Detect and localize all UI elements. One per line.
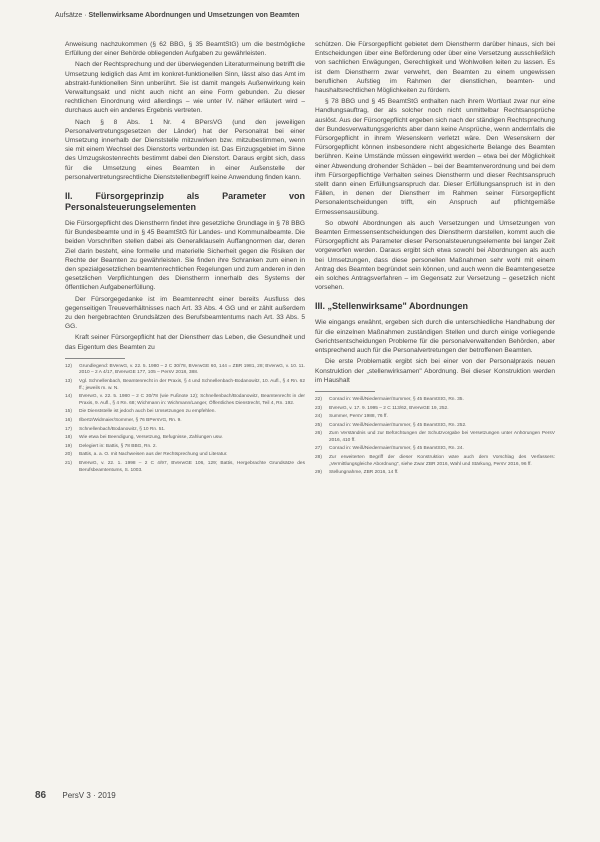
footnote-text: Conrad in: Weiß/Niedermaier/Summer, § 45 BeamtStG, Rn. 252. <box>329 422 467 428</box>
footnote-number: 14) <box>65 394 72 400</box>
footnote-text: BVerwG, v. 17. 9. 1995 – 2 C 113/62, BVerwGE 19, 252. <box>329 405 449 411</box>
paragraph: Die Fürsorgepflicht des Dienstherrn findet ihre gesetzliche Grundlage in § 78 BBG für Bundesbeamte und in § 45 BeamtStG für Landes- und Kommunalbeamte. Die beiden Vorschriften stellen dabei als Generalklauseln Auffangnormen dar, deren Ziel darin besteht, eine formelle und materielle Sicherheit gegen die Risiken der Rechte der Beamten zu gewährleisten. Sie finden ihre Schranken zum einen in den spezialgesetzlichen beamtenrechtlichen Regelungen und zum anderen in den gesetzlichen Verpflichtungen des Dienstherrn innerhalb des Systems der öffentlichen Aufgabenerfüllung. <box>65 220 305 292</box>
paragraph: Die erste Problematik ergibt sich bei einer von der Personalpraxis neuen Konstruktion der „stellenwirksamen" Abordnung. Bei dieser Konstruktion werden im Haushalt <box>315 358 555 384</box>
footnote <box>65 409 305 416</box>
footnote <box>65 364 305 377</box>
paragraph: schützen. Die Fürsorgepflicht gebietet dem Dienstherrn darüber hinaus, sich bei Entscheidungen über eine Beförderung oder über eine Versetzung ausschließlich von sachlichen Erwägungen, Gerechtigkeit und Wohlwollen leiten zu lassen. Es ist dem Dienstherrn zwar verwehrt, den Beamten zu einem ungewissen beruflichen Aufstieg im Rahmen der dienstlichen, beamten- und haushaltsrechtlichen Möglichkeiten zu fördern. <box>315 41 555 95</box>
footnote-text: Stellungnahme, ZBR 2016, 14 ff. <box>329 470 399 476</box>
footnote-text: Vgl. Schnellenbach, Beamtenrecht in der Praxis, § 4 und Schnellenbach-Bodanowitz, 10. Aufl., § 4 Rn. 62 ff.; jeweils m. w. N. <box>79 379 305 391</box>
footnote <box>65 435 305 442</box>
footnote <box>315 423 555 430</box>
paragraph: Nach § 8 Abs. 1 Nr. 4 BPersVG (und den jeweiligen Personalvertretungsgesetzen der Länder) hat der Personalrat bei einer Umsetzung innerhalb der Dienststelle mitzuwirken bzw. mitzubestimmen, wenn sie mit einem Wechsel des Dienstorts verbunden ist. Das Einzugsgebiet im Sinne des Umzugskostenrechts bestimmt dabei den Dienstort. Daraus ergibt sich, dass für die Umsetzung eines Beamten in einer Außenstelle der personalvertretungsrechtliche Dienststellenbegriff keine Anwendung finden kann. <box>65 118 305 181</box>
footnote-text: Ilbertz/Widmaier/Sommer, § 76 BPersVG, Rn. 9. <box>79 418 182 424</box>
footnote <box>65 452 305 459</box>
header-separator: · <box>84 12 87 19</box>
paragraph: Nach der Rechtsprechung und der überwiegenden Literaturmeinung betrifft die Umsetzung lediglich das Amt im konkret-funktionellen Sinn, lässt also das Amt im abstrakt-funktionellen Sinn unberührt. Sie ist damit mangels Außenwirkung kein Verwaltungsakt und nicht auch nicht an eine Form gebunden. Zu dieser rechtlichen Einordnung wird allerdings – wie unter IV. näher erläutert wird – durchaus auch ein anderes Ergebnis vertreten. <box>65 61 305 115</box>
footnote-number: 16) <box>65 418 72 424</box>
footnote <box>65 418 305 425</box>
footnote-number: 25) <box>315 422 322 428</box>
footnote <box>65 461 305 474</box>
footnote <box>65 394 305 407</box>
footnote <box>315 455 555 468</box>
section-heading-ii: II. Fürsorgeprinzip als Parameter von Personalsteuerungselementen <box>65 191 305 213</box>
running-header <box>55 12 299 19</box>
right-column <box>315 40 555 479</box>
footnote-number: 12) <box>65 363 72 369</box>
footnote-text: Conrad in: Weiß/Niedermaier/Summer, § 45 BeamtStG, Rn. 35. <box>329 396 464 402</box>
paragraph: Wie eingangs erwähnt, ergeben sich durch die unterschiedliche Handhabung der für die einzelnen Maßnahmen zuständigen Stellen und durch einige vorliegende Gerichtsentscheidungen Probleme für die personalverwaltenden Behörden, aber entsprechend auch für die Personalvertretungen der betroffenen Beamten. <box>315 319 555 355</box>
footnote-number: 26) <box>315 431 322 437</box>
left-footnotes <box>65 364 305 474</box>
footnote-divider <box>315 391 375 392</box>
footnote <box>65 379 305 392</box>
section-heading-iii: III. „Stellenwirksame" Abordnungen <box>315 301 468 312</box>
footnote <box>315 414 555 421</box>
footnote-number: 28) <box>315 455 322 461</box>
footnote <box>315 446 555 453</box>
right-body-bottom <box>315 318 555 384</box>
header-section: Aufsätze <box>55 12 83 19</box>
footnote <box>315 470 555 477</box>
footnote-text: Zum Verständnis und zur Befürchtungen der Schutzvorgabe bei Versetzungen unter Anhörungen PersV 2016, 410 ff. <box>329 431 555 443</box>
footnote-number: 21) <box>65 461 72 467</box>
footnote <box>65 444 305 451</box>
footnote-text: Schnellenbach/Bodanowitz, § 10 Rn. 51. <box>79 426 166 432</box>
left-column <box>65 40 305 476</box>
right-body-top <box>315 40 555 292</box>
paragraph: Anweisung nachzukommen (§ 62 BBG, § 35 BeamtStG) um die bestmögliche Erfüllung der einer Behörde obliegenden Aufgaben zu gewährleisten. <box>65 41 305 58</box>
footnote <box>315 397 555 404</box>
footnote <box>65 427 305 434</box>
footnote-text: Summer, PersV 1988, 76 ff. <box>329 414 388 420</box>
footnote-number: 13) <box>65 379 72 385</box>
left-body-bottom <box>65 219 305 352</box>
page-footer <box>35 790 116 801</box>
footnote-number: 23) <box>315 405 322 411</box>
footnote <box>315 406 555 413</box>
footnote-divider <box>65 358 125 359</box>
page-number: 86 <box>35 790 47 801</box>
footnote-text: Delegiert in: Battis, § 78 BBG, Rn. 2. <box>79 443 157 449</box>
footnote-number: 24) <box>315 414 322 420</box>
footnote-text: Die Dienststelle ist jedoch auch bei Umsetzungen zu empfehlen. <box>79 409 216 415</box>
footnote-text: BVerwG, v. 22. 1. 1998 – 2 C 4/97, BVerwGE 106, 129; Battis, Hergebrachte Grundsätze des Berufsbeamtentums, S. 1003. <box>79 461 305 473</box>
footnote-number: 29) <box>315 470 322 476</box>
footnote-text: Wie etwa bei Beendigung, Versetzung, Befugnisse, Zahlungen usw. <box>79 435 223 441</box>
journal-issue: PersV 3 · 2019 <box>62 791 116 800</box>
paragraph: So obwohl Abordnungen als auch Versetzungen und Umsetzungen von Beamten Ermessensentscheidungen des Dienstherrn darstellen, kommt auch die Fürsorgepflicht als Parameter dieser Personalsteuerungselemente bei langer Zeit vorgeworfen werden. Daraus ergibt sich etwa sowohl bei Abordnungen als auch bei Umsetzungen, dass diese personellen Maßnahmen sehr wohl mit einem Antrag des Beamten begründet sein können, und auch wenn die Beamtengesetze ein solches Antragsverfahren – im Gegensatz zur Versetzung – gesetzlich nicht vorsehen. <box>315 219 555 292</box>
footnote-text: Conrad in: Weiß/Niedermaier/Summer, § 45 BeamtStG, Rn. 24. <box>329 446 464 452</box>
header-title: Stellenwirksame Abordnungen und Umsetzungen von Beamten <box>88 12 300 19</box>
footnote-number: 27) <box>315 446 322 452</box>
footnote-number: 17) <box>65 426 72 432</box>
footnote-number: 22) <box>315 396 322 402</box>
paragraph: § 78 BBG und § 45 BeamtStG enthalten nach ihrem Wortlaut zwar nur eine Handlungsauftrag, der als solcher noch nicht unmittelbar Rechtsansprüche auslöst. Aus der Fürsorgepflicht ergeben sich nach der ständigen Rechtsprechung der Bundesverwaltungsgerichts aber dann keine Ansprüche, wenn andernfalls die Fürsorgepflicht in ihrem Wesenskern verletzt wäre. Den Wesenskern der Fürsorgepflicht können insbesondere nicht abgesicherte Belange des Beamten berühren. Keine Umstände müssen eingewirkt werden – etwa bei der Möglichkeit einer Abwendung drohender Schäden – bei der Beamtenverordnung und bei dem ihm Fürsorgepflichtige Verhalten seines Dienstherrn und dieser Rechtsanspruch stellt dann einen Erfüllungsanspruch dar. Dieser Erfüllungsanspruch ist in den Fällen, in denen der Dienstherr im Rahmen seiner Fürsorgepflicht Personalentscheidungen trifft, ein Anspruch auf pflichtgemäße Ermessensausübung. <box>315 98 555 216</box>
footnote-text: Battis, a. a. O. mit Nachweisen aus der Rechtsprechung und Literatur. <box>79 452 228 458</box>
footnote-text: BVerwG, v. 22. 5. 1980 – 2 C 30/78 (wie Fußnote 12); Schnellenbach/Bodanowitz, Beamtenrecht in der Praxis, 9. Aufl., § 4 Rn. 68; Wichmann in: Wichmann/Langer, Öffentliches Dienstrecht, Teil 4, Rn. 192. <box>79 394 305 406</box>
footnote-number: 18) <box>65 435 72 441</box>
footnote-number: 15) <box>65 409 72 415</box>
paragraph: Kraft seiner Fürsorgepflicht hat der Dienstherr das Leben, die Gesundheit und das Eigentum des Beamten zu <box>65 334 305 351</box>
footnote <box>315 431 555 444</box>
footnote-number: 20) <box>65 452 72 458</box>
paragraph: Der Fürsorgegedanke ist im Beamtenrecht einer bereits Ausfluss des gegenseitigen Treueverhältnisses nach Art. 33 Abs. 4 GG und er zählt außerdem zu den hergebrachten Grundsätzen des Berufsbeamtentums nach Art. 33 Abs. 5 GG. <box>65 295 305 331</box>
right-footnotes <box>315 397 555 477</box>
footnote-number: 19) <box>65 443 72 449</box>
left-body-top <box>65 40 305 182</box>
footnote-text: Grundlegend: BVerwG, v. 22. 5. 1980 – 2 C 30/78, BVerwGE 60, 144 = ZBR 1981, 28; BVerwG, v. 10. 11. 2010 – 2 A 4/17, BVerwGE 177, 105 – PersV 2018, 388. <box>79 363 305 376</box>
footnote-text: Zur erweiterten Begriff der dieser Konstruktion wäre auch dem Vorschlag des Verfassers: „Vermittlungsgleiche Abordnung", siehe Zwar ZBR 2016, Wahl und Stärkung, PersV 2016, 96 ff. <box>329 455 555 467</box>
